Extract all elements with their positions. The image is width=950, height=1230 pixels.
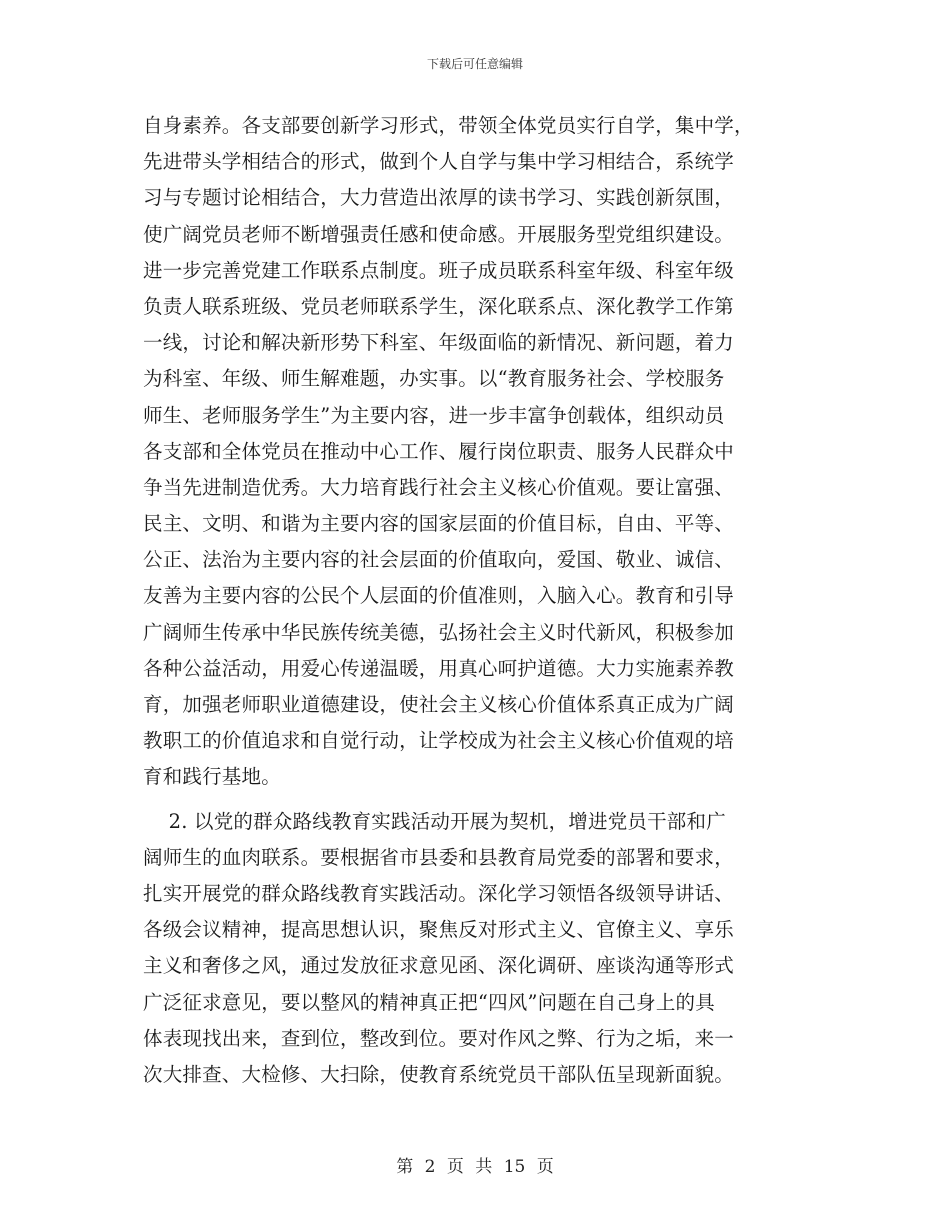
paragraph-gap: [143, 796, 803, 804]
text-line: 友善为主要内容的公民个人层面的价值准则，入脑入心。教育和引导: [143, 584, 735, 608]
text-line: 次大排查、大检修、大扫除，使教育系统党员干部队伍呈现新面貌。: [143, 1062, 735, 1086]
text-line: 使广阔党员老师不断增强责任感和使命感。开展服务型党组织建设。: [143, 222, 735, 246]
text-line: 争当先进制造优秀。大力培育践行社会主义核心价值观。要让富强、: [143, 475, 735, 499]
text-line: 体表现找出来，查到位，整改到位。要对作风之弊、行为之垢，来一: [143, 1026, 735, 1050]
text-line: 公正、法治为主要内容的社会层面的价值取向，爱国、敬业、诚信、: [143, 548, 735, 572]
text-line: 自身素养。各支部要创新学习形式，带领全体党员实行自学，集中学，: [143, 114, 754, 137]
text-line: 各级会议精神，提高思想认识，聚焦反对形式主义、官僚主义、享乐: [143, 918, 735, 942]
text-line: 育和践行基地。: [143, 765, 281, 789]
text-line: 教职工的价值追求和自觉行动，让学校成为社会主义核心价值观的培: [143, 729, 735, 753]
text-line: 广阔师生传承中华民族传统美德，弘扬社会主义时代新风，积极参加: [143, 620, 735, 644]
page-number: 第 2 页 共 15 页: [396, 1157, 554, 1177]
text-line: 2. 以党的群众路线教育实践活动开展为契机，增进党员干部和广: [143, 809, 726, 833]
text-line: 阔师生的血肉联系。要根据省市县委和县教育局党委的部署和要求，: [143, 845, 735, 869]
text-line: 负责人联系班级、党员老师联系学生，深化联系点、深化教学工作第: [143, 294, 735, 318]
text-line: 习与专题讨论相结合，大力营造出浓厚的读书学习、实践创新氛围，: [143, 186, 735, 210]
text-line: 为科室、年级、师生解难题，办实事。以“教育服务社会、学校服务: [143, 367, 725, 391]
document-body: [143, 108, 803, 1093]
text-line: 各支部和全体党员在推动中心工作、履行岗位职责、服务人民群众中: [143, 439, 735, 463]
text-line: 扎实开展党的群众路线教育实践活动。深化学习领悟各级领导讲话、: [143, 881, 735, 905]
text-line: 一线，讨论和解决新形势下科室、年级面临的新情况、新问题，着力: [143, 331, 735, 355]
text-line: 育，加强老师职业道德建设，使社会主义核心价值体系真正成为广阔: [143, 693, 735, 716]
text-line: 主义和奢侈之风，通过发放征求意见函、深化调研、座谈沟通等形式: [143, 954, 735, 978]
paragraph-1: [143, 108, 803, 796]
text-line: 各种公益活动，用爱心传递温暖，用真心呵护道德。大力实施素养教: [143, 656, 735, 680]
text-line: 先进带头学相结合的形式，做到个人自学与集中学习相结合，系统学: [143, 150, 735, 174]
page-header: 下载后可任意编辑: [426, 57, 523, 71]
paragraph-2: [143, 804, 803, 1094]
text-line: 民主、文明、和谐为主要内容的国家层面的价值目标，自由、平等、: [143, 512, 735, 536]
text-line: 广泛征求意见，要以整风的精神真正把“四风”问题在自己身上的具: [143, 990, 715, 1014]
text-line: 师生、老师服务学生”为主要内容，进一步丰富争创载体，组织动员: [143, 403, 725, 427]
text-line: 进一步完善党建工作联系点制度。班子成员联系科室年级、科室年级: [143, 258, 735, 282]
